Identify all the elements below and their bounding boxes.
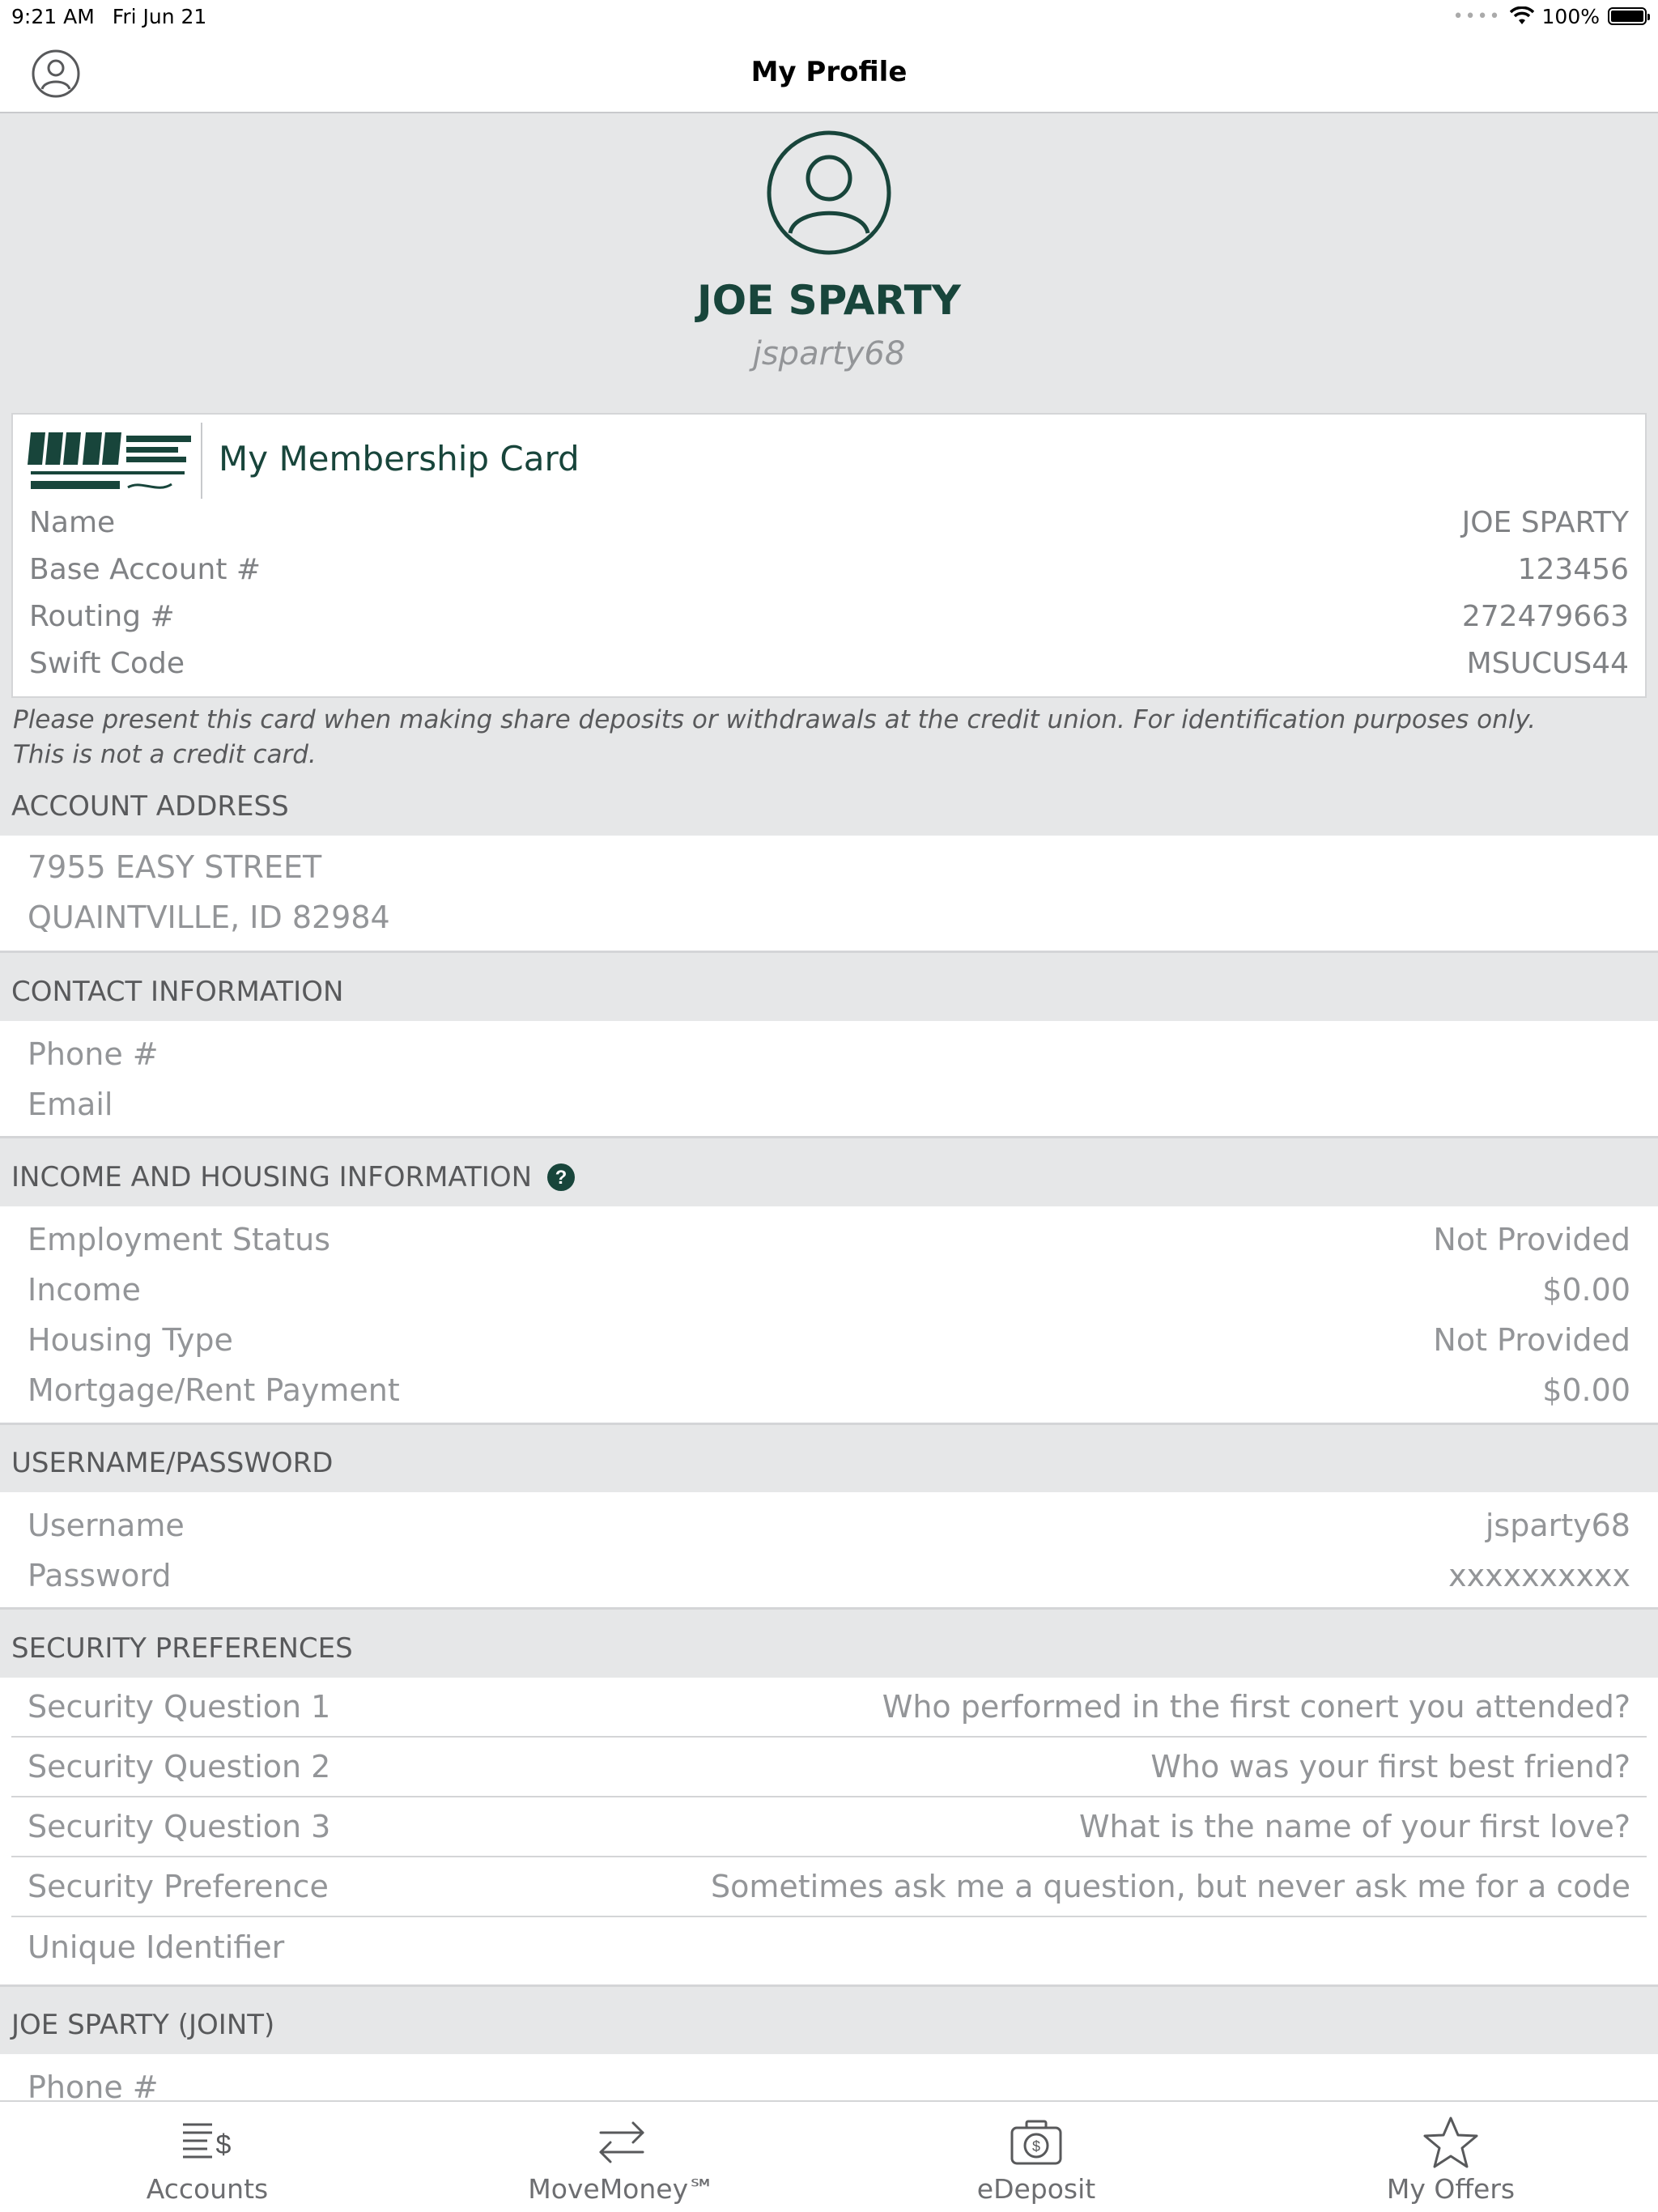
security-section	[0, 1678, 1658, 1987]
security-row[interactable]	[11, 1678, 1647, 1738]
card-row-label: Name	[29, 505, 116, 539]
income-row[interactable]	[0, 1365, 1658, 1415]
income-row[interactable]	[0, 1214, 1658, 1265]
card-row-value: MSUCUS44	[1466, 646, 1629, 680]
joint-phone-label: Phone #	[28, 2069, 159, 2100]
card-row-value: 272479663	[1461, 599, 1629, 633]
security-row[interactable]	[11, 1857, 1647, 1917]
security-row-value: Who performed in the first conert you attended?	[882, 1689, 1630, 1725]
profile-menu-button[interactable]	[31, 49, 81, 99]
security-row[interactable]	[11, 1797, 1647, 1857]
tab-bar	[0, 2100, 1658, 2212]
contact-email-label: Email	[28, 1087, 113, 1122]
joint-section	[0, 2054, 1658, 2100]
svg-text:?: ?	[555, 1167, 568, 1189]
username-label: Username	[28, 1508, 185, 1543]
status-indicators	[1453, 5, 1647, 28]
income-row-label: Housing Type	[28, 1322, 233, 1358]
section-header-security: SECURITY PREFERENCES	[11, 1632, 353, 1665]
card-row-label: Base Account #	[29, 552, 261, 586]
income-row-value: Not Provided	[1433, 1222, 1630, 1257]
logo-divider	[201, 423, 202, 499]
income-row[interactable]	[0, 1315, 1658, 1365]
income-row-value: Not Provided	[1433, 1322, 1630, 1358]
security-row[interactable]	[11, 1738, 1647, 1797]
security-row-label: Security Question 3	[28, 1809, 331, 1844]
security-row-label: Security Question 1	[28, 1689, 331, 1725]
security-row[interactable]	[11, 1917, 1647, 1977]
profile-name: JOE SPARTY	[696, 277, 961, 324]
profile-scroll-view[interactable]	[0, 115, 1658, 2100]
svg-text:$: $	[215, 2129, 232, 2160]
credentials-row-password[interactable]	[0, 1551, 1658, 1601]
contact-row-email[interactable]	[0, 1079, 1658, 1129]
status-time: 9:21 AM	[11, 4, 95, 28]
accounts-icon	[178, 2113, 236, 2172]
income-row[interactable]	[0, 1265, 1658, 1315]
membership-card-rows	[29, 499, 1629, 687]
battery-percent: 100%	[1541, 4, 1600, 28]
contact-section	[0, 1021, 1658, 1138]
income-section	[0, 1206, 1658, 1425]
cellular-signal-icon: ••••	[1452, 6, 1502, 27]
card-row-name	[29, 499, 1629, 546]
section-header-credentials: USERNAME/PASSWORD	[11, 1447, 334, 1479]
membership-card-note: Please present this card when making share deposits or withdrawals at the credit union. For identification purposes only. This is not a credit card.	[13, 705, 1537, 769]
income-row-value: $0.00	[1542, 1272, 1630, 1308]
tab-edeposit-label: eDeposit	[976, 2173, 1096, 2205]
credentials-section	[0, 1492, 1658, 1610]
section-header-account-address: ACCOUNT ADDRESS	[11, 790, 289, 823]
password-value: xxxxxxxxxx	[1448, 1558, 1630, 1593]
status-bar	[0, 0, 1658, 32]
tab-movemoney-label: MoveMoney℠	[528, 2173, 716, 2205]
tab-my-offers[interactable]	[1244, 2102, 1658, 2212]
page-title: My Profile	[750, 56, 908, 88]
address-line-2: QUAINTVILLE, ID 82984	[28, 900, 390, 935]
joint-row-phone[interactable]	[0, 2062, 1658, 2100]
membership-card	[11, 413, 1647, 698]
security-row-label: Security Question 2	[28, 1749, 331, 1784]
income-row-label: Mortgage/Rent Payment	[28, 1372, 400, 1408]
tab-accounts[interactable]	[0, 2102, 414, 2212]
section-header-contact: CONTACT INFORMATION	[11, 976, 344, 1008]
section-header-income	[11, 1161, 576, 1193]
nav-bar	[0, 32, 1658, 113]
security-row-label: Unique Identifier	[28, 1929, 285, 1965]
security-row-value: What is the name of your first love?	[1078, 1809, 1630, 1844]
status-date: Fri Jun 21	[112, 4, 207, 28]
card-row-value: 123456	[1517, 552, 1629, 586]
card-row-base-account	[29, 546, 1629, 593]
contact-phone-label: Phone #	[28, 1036, 159, 1072]
income-header-label: INCOME AND HOUSING INFORMATION	[11, 1161, 533, 1193]
svg-text:$: $	[1031, 2138, 1041, 2155]
security-row-label: Security Preference	[28, 1869, 329, 1904]
tab-my-offers-label: My Offers	[1386, 2173, 1516, 2205]
credentials-row-username[interactable]	[0, 1500, 1658, 1551]
card-row-label: Routing #	[29, 599, 175, 633]
wifi-icon	[1510, 6, 1534, 26]
income-row-label: Income	[28, 1272, 141, 1308]
msu-federal-credit-union-logo	[28, 428, 198, 505]
battery-icon	[1608, 7, 1647, 25]
card-row-swift	[29, 640, 1629, 687]
income-row-value: $0.00	[1542, 1372, 1630, 1408]
camera-deposit-icon	[1007, 2113, 1065, 2172]
help-icon[interactable]	[546, 1163, 576, 1192]
transfer-arrows-icon	[593, 2113, 651, 2172]
tab-accounts-label: Accounts	[146, 2173, 269, 2205]
card-row-label: Swift Code	[29, 646, 185, 680]
contact-row-phone[interactable]	[0, 1029, 1658, 1079]
profile-header	[0, 115, 1658, 413]
tab-movemoney[interactable]	[414, 2102, 829, 2212]
security-row-value: Who was your first best friend?	[1150, 1749, 1630, 1784]
tab-edeposit[interactable]	[829, 2102, 1244, 2212]
avatar-icon	[766, 130, 892, 256]
address-line-1: 7955 EASY STREET	[28, 849, 322, 885]
membership-card-title: My Membership Card	[219, 439, 580, 479]
profile-username: jsparty68	[752, 335, 906, 372]
card-row-routing	[29, 593, 1629, 640]
section-header-joint: JOE SPARTY (JOINT)	[11, 2009, 275, 2041]
password-label: Password	[28, 1558, 172, 1593]
username-value: jsparty68	[1485, 1508, 1630, 1543]
star-icon	[1422, 2113, 1480, 2172]
card-row-value: JOE SPARTY	[1461, 505, 1629, 539]
address-block[interactable]	[0, 836, 1658, 949]
income-row-label: Employment Status	[28, 1222, 330, 1257]
account-address-section[interactable]	[0, 836, 1658, 953]
security-row-value: Sometimes ask me a question, but never ask me for a code	[710, 1869, 1630, 1904]
